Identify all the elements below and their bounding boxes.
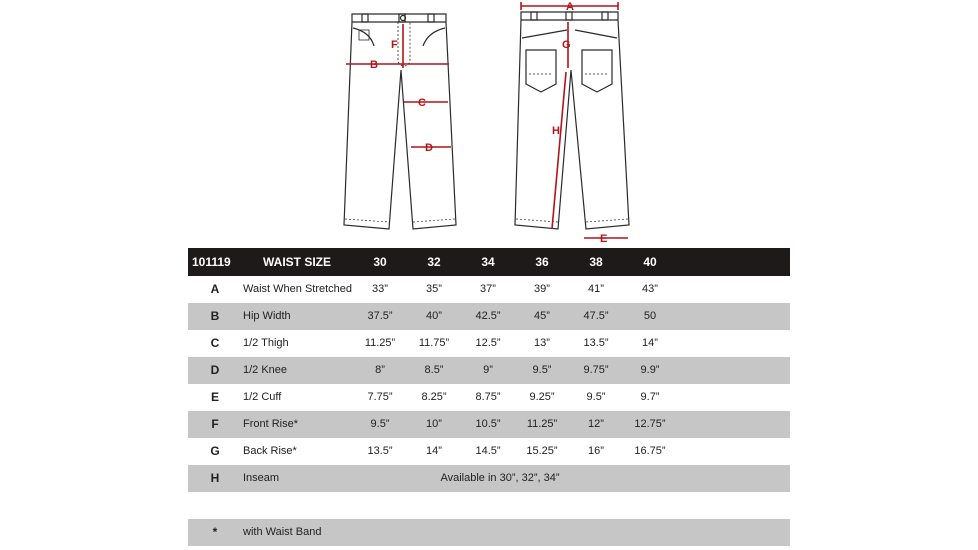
row-label: Waist When Stretched bbox=[243, 283, 353, 295]
row-label: 1/2 Knee bbox=[243, 364, 288, 376]
size-value: 10” bbox=[426, 418, 442, 430]
waist-size-heading: WAIST SIZE bbox=[263, 255, 332, 269]
size-value: 43” bbox=[642, 283, 658, 295]
size-value: 35” bbox=[426, 283, 442, 295]
size-value: 10.5” bbox=[475, 418, 501, 430]
inseam-row bbox=[188, 465, 790, 492]
table-spacer bbox=[188, 492, 790, 519]
measurement-row bbox=[188, 276, 790, 303]
size-value: 12” bbox=[588, 418, 604, 430]
size-value: 42.5” bbox=[475, 310, 501, 322]
measurement-row bbox=[188, 330, 790, 357]
jeans-front-view bbox=[344, 14, 456, 229]
size-value: 50 bbox=[643, 310, 657, 322]
footnote-text: with Waist Band bbox=[243, 526, 322, 538]
row-letter: A bbox=[210, 282, 220, 296]
size-value: 9” bbox=[483, 364, 493, 376]
size-heading: 30 bbox=[373, 255, 387, 269]
measurement-rows bbox=[188, 276, 790, 465]
back-label-e: E bbox=[600, 233, 608, 245]
size-value: 37.5” bbox=[367, 310, 393, 322]
size-value: 45” bbox=[534, 310, 550, 322]
row-letter: G bbox=[210, 444, 220, 458]
size-value: 9.5” bbox=[370, 418, 390, 430]
footnote-symbol: * bbox=[212, 525, 218, 539]
measurement-row bbox=[188, 384, 790, 411]
size-value: 15.25” bbox=[526, 445, 558, 457]
size-value: 9.5” bbox=[532, 364, 552, 376]
size-value: 7.75” bbox=[367, 391, 393, 403]
front-label-f: F bbox=[391, 39, 398, 51]
jeans-measurement-diagram bbox=[0, 0, 978, 248]
size-value: 16.75” bbox=[634, 445, 666, 457]
measurement-row bbox=[188, 357, 790, 384]
size-value: 37” bbox=[480, 283, 496, 295]
size-heading: 36 bbox=[535, 255, 549, 269]
size-heading: 32 bbox=[427, 255, 441, 269]
size-value: 13.5” bbox=[367, 445, 393, 457]
size-value: 9.9” bbox=[640, 364, 660, 376]
size-value: 33” bbox=[372, 283, 388, 295]
size-value: 41” bbox=[588, 283, 604, 295]
row-label: Front Rise* bbox=[243, 418, 299, 430]
size-value: 9.75” bbox=[583, 364, 609, 376]
row-label: Back Rise* bbox=[243, 445, 297, 457]
size-value: 16” bbox=[588, 445, 604, 457]
size-value: 13” bbox=[534, 337, 550, 349]
row-letter: D bbox=[210, 363, 220, 377]
size-value: 11.25” bbox=[364, 337, 396, 349]
size-value: 11.75” bbox=[418, 337, 450, 349]
row-letter: F bbox=[211, 417, 219, 431]
row-label: Inseam bbox=[243, 472, 280, 484]
size-value: 39” bbox=[534, 283, 550, 295]
row-letter: H bbox=[210, 471, 220, 485]
back-label-g: G bbox=[562, 39, 571, 51]
back-label-a: A bbox=[566, 1, 574, 13]
row-label: 1/2 Thigh bbox=[243, 337, 289, 349]
size-value: 8.75” bbox=[475, 391, 501, 403]
row-letter: E bbox=[210, 390, 219, 404]
back-label-h: H bbox=[552, 125, 560, 137]
row-label: 1/2 Cuff bbox=[243, 391, 282, 403]
front-label-b: B bbox=[370, 59, 378, 71]
inseam-availability: Available in 30”, 32”, 34” bbox=[440, 472, 560, 484]
front-label-d: D bbox=[425, 142, 433, 154]
size-value: 14.5” bbox=[475, 445, 501, 457]
measurement-row bbox=[188, 303, 790, 330]
size-value: 8.25” bbox=[421, 391, 447, 403]
measurement-row bbox=[188, 438, 790, 465]
size-value: 14” bbox=[642, 337, 658, 349]
size-heading: 40 bbox=[643, 255, 657, 269]
front-label-c: C bbox=[418, 97, 426, 109]
size-chart-header bbox=[188, 248, 790, 276]
size-value: 47.5” bbox=[583, 310, 609, 322]
size-value: 13.5” bbox=[583, 337, 609, 349]
row-letter: C bbox=[210, 336, 220, 350]
row-label: Hip Width bbox=[243, 310, 291, 322]
jeans-back-view bbox=[515, 12, 629, 229]
size-value: 8.5” bbox=[424, 364, 444, 376]
size-value: 12.5” bbox=[475, 337, 501, 349]
row-letter: B bbox=[210, 309, 220, 323]
footnote-row bbox=[188, 519, 790, 546]
size-value: 8” bbox=[375, 364, 385, 376]
size-value: 40” bbox=[426, 310, 442, 322]
size-value: 9.7” bbox=[640, 391, 660, 403]
size-value: 14” bbox=[426, 445, 442, 457]
size-value: 11.25” bbox=[526, 418, 558, 430]
size-value: 9.25” bbox=[529, 391, 555, 403]
size-heading: 38 bbox=[589, 255, 603, 269]
size-heading: 34 bbox=[481, 255, 495, 269]
style-number: 101119 bbox=[192, 255, 231, 269]
size-value: 12.75” bbox=[634, 418, 666, 430]
size-value: 9.5” bbox=[586, 391, 606, 403]
measurement-row bbox=[188, 411, 790, 438]
size-chart-table bbox=[188, 248, 790, 546]
